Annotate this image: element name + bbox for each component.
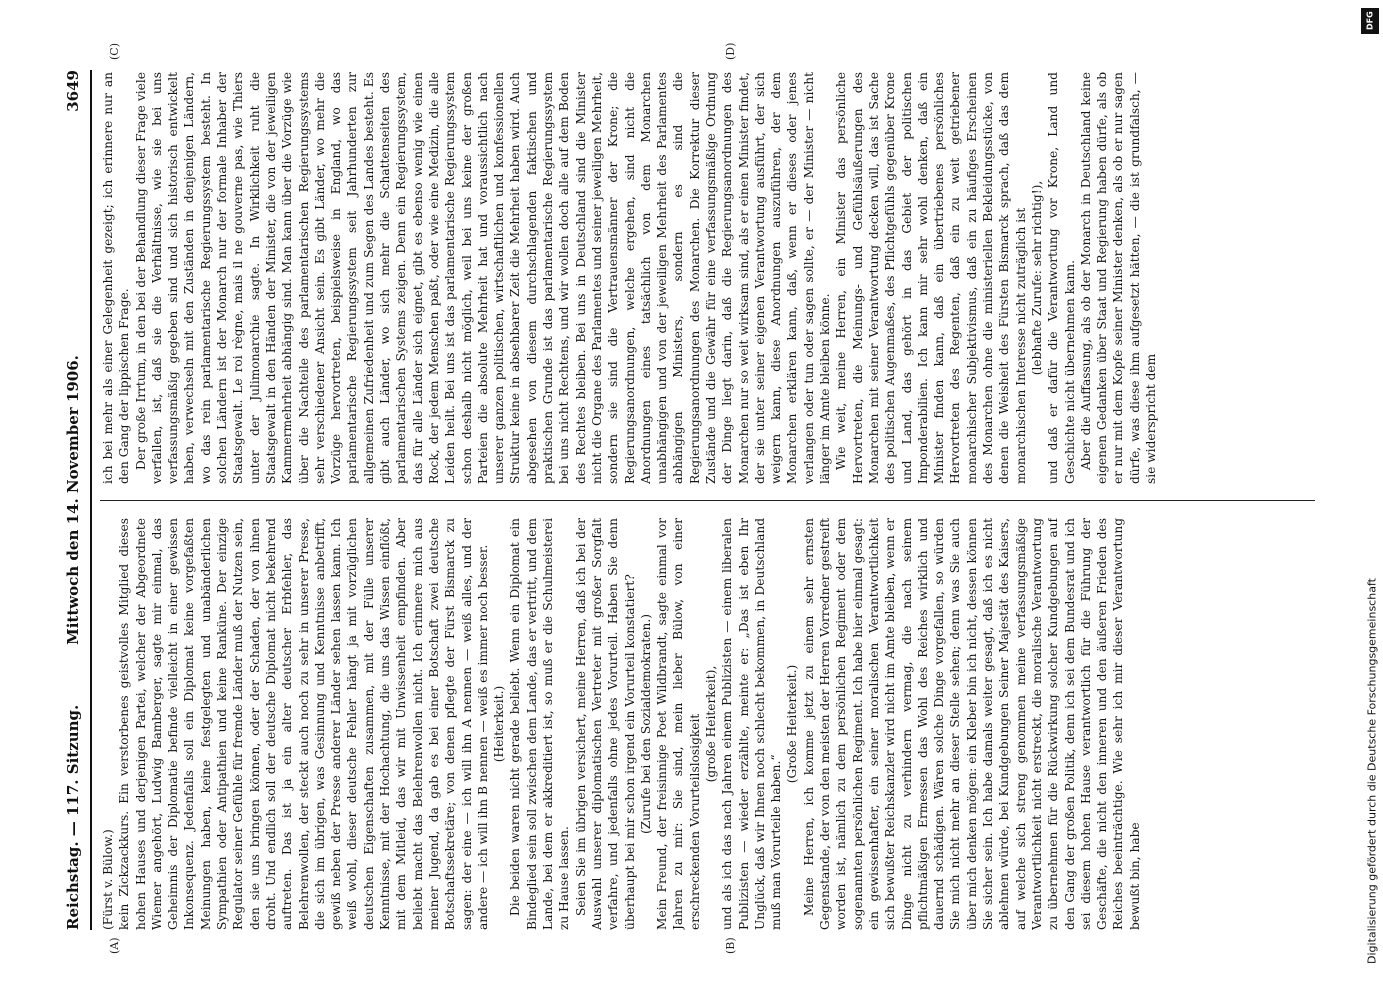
digitization-credit: Digitalisierung gefördert durch die Deutsche Forschungsgemeinschaft (1365, 578, 1379, 964)
paragraph: und als ich das nach Jahren einem Publizisten — einem liberalen Publizisten — wieder erzählte, meinte er: „Das ist eben Ihr Unglück, daß wir Ihnen noch schlecht bekommen, in Deutschland muß man Vorurteile haben.“ (720, 518, 784, 930)
column-divider (100, 500, 1315, 501)
page-header (64, 70, 86, 930)
left-text-column (100, 518, 1315, 930)
margin-mark-a: (A) (108, 937, 121, 954)
paragraph: Der große Irrtum, in den bei der Behandlung dieser Frage viele verfallen, ist, daß sie die Verhältnisse, wie sie bei uns verfassungsmäßig gegeben sind und sich historisch entwickelt haben, verwechseln mit den Zuständen in denjenigen Ländern, wo das rein parlamentarische Regierungssystem besteht. In solchen Ländern ist der Monarch nur der formale Inhaber der Staatsgewalt. Le roi règne, mais il ne gouverne pas, wie Thiers unter der Julimonarchie sagte. In Wirklichkeit ruht die Staatsgewalt in den Händen der Minister, die von der jeweiligen Kammermehrheit abhängig sind. Man kann über die Vorzüge wie über die Nachteile des parlamentarischen Regierungssystems sehr verschiedener Ansicht sein. Es gibt Länder, wo mehr die Vorzüge hervortreten, beispielsweise in England, wo das parlamentarische Regierungssystem seit Jahrhunderten zur allgemeinen Zufriedenheit und zum Segen des Landes besteht. Es gibt auch Länder, wo sich mehr die Schattenseiten des parlamentarischen Systems zeigen. Denn ein Regierungssystem, das für alle Länder sich eignet, gibt es ebenso wenig wie einen Rock, der jedem Menschen paßt, oder wie eine Medizin, die alle Leiden heilt. Bei uns ist das parlamentarische Regierungssystem schon deshalb nicht möglich, weil bei uns keine der großen Parteien die absolute Mehrheit hat und voraussichtlich nach unserer ganzen politischen, wirtschaftlichen und konfessionellen Struktur keine in absehbarer Zeit die Mehrheit haben wird. Auch abgesehen von diesem durchschlagenden faktischen und praktischen Grunde ist das parlamentarische Regierungssystem bei uns nicht Rechtens, und wir wollen doch alle auf dem Boden des Rechtes bleiben. Bei uns in Deutschland sind die Minister nicht die Organe des Parlamentes und seiner jeweiligen Mehrheit, sondern sie sind die Vertrauensmänner der Krone; die Regierungsanordnungen, welche ergehen, sind nicht die Anordnungen eines tatsächlich von dem Monarchen unabhängigen und von der jeweiligen Mehrheit des Parlamentes abhängigen Ministers, sondern es sind die Regierungsanordnungen des Monarchen. Die Korrektur dieser Zustände und die Gewähr für eine verfassungsmäßige Ordnung der Dinge liegt darin, daß die Regierungsanordnungen des Monarchen nur so weit wirksam sind, als er einen Minister findet, der sie unter seiner eigenen Verantwortung ausführt, der sich weigern kann, diese Anordnungen auszuführen, der dem Monarchen erklären kann, daß, wenn er dieses oder jenes verlangen oder tun oder sagen sollte, er — der Minister — nicht länger im Amte bleiben könne. (133, 72, 833, 484)
paragraph: (Große Heiterkeit.) (785, 664, 800, 784)
margin-mark-d: (D) (724, 42, 737, 60)
margin-mark-b: (B) (724, 937, 737, 954)
paragraph: Seien Sie im übrigen versichert, meine Herren, daß ich bei der Auswahl unserer diplomatischen Vertreter mit großer Sorgfalt verfahre, und jedenfalls ohne jedes Vorurteil. Haben Sie denn überhaupt bei mir schon irgend ein Vorurteil konstatiert? (573, 518, 637, 930)
paragraph: ich bei mehr als einer Gelegenheit gezeigt; ich erinnere nur an den Gang der lippischen Frage. (101, 72, 132, 484)
header-left: Reichstag. — 117. Sitzung. (64, 704, 82, 930)
digitization-sidebar (1355, 0, 1383, 1000)
paragraph: Meine Herren, ich komme jetzt zu einem sehr ernsten Gegenstande, der von den meisten der Herren Vorredner gestreift worden ist, nämlich zu dem persönlichen Regiment oder dem sogenannten persönlichen Regiment. Ich habe hier einmal gesagt: ein gewissenhafter, ein seiner moralischen Verantwortlichkeit sich bewußter Reichskanzler wird nicht im Amte bleiben, wenn er Dinge nicht zu verhindern vermag, die nach seinem pflichtmäßigen Ermessen das Wohl des Reiches wirklich und dauernd schädigen. Wären solche Dinge vorgefallen, so würden Sie mich nicht mehr an dieser Stelle sehen; denn was Sie auch über mich denken mögen: ein Kleber bin ich nicht, dessen können Sie sicher sein. Ich habe damals weiter gesagt, daß ich es nicht ablehnen würde, bei Kundgebungen Seiner Majestät des Kaisers, auf welche sich streng genommen meine verfassungsmäßige Verantwortlichkeit nicht erstreckt, die moralische Verantwortung zu übernehmen für die Rückwirkung solcher Kundgebungen auf den Gang der großen Politik, denn ich sei dem Bundesrat und ich sei diesem hohen Hause verantwortlich für die Führung der Geschäfte, die nicht den inneren und den äußeren Frieden des Reiches beeinträchtige. Wie sehr ich mir dieser Verantwortung bewußt bin, habe (801, 518, 1142, 930)
paragraph: (große Heiterkeit), (703, 665, 718, 783)
margin-mark-c: (C) (108, 43, 121, 60)
paragraph: Aber die Auffassung, als ob der Monarch in Deutschland keine eigenen Gedanken über Staat und Regierung haben dürfe, als ob er nur mit dem Kopfe seiner Minister denken, als ob er nur sagen dürfe, was diese ihm aufgesetzt hätten, — die ist grundfalsch, — sie widerspricht dem (1078, 72, 1158, 484)
paragraph: und daß er dafür die Verantwortung vor Krone, Land und Geschichte nicht übernehmen kann. (1046, 72, 1077, 484)
paragraph: (Zurufe bei den Sozialdemokraten.) (638, 614, 653, 835)
page-number: 3649 (64, 70, 82, 112)
paragraph: Wie weit, meine Herren, ein Minister das persönliche Hervortreten, die Meinungs- und Gefühlsäußerungen des Monarchen mit seiner Verantwortung decken will, das ist Sache des politischen Augenmaßes, des Pflichtgefühls gegenüber Krone und Land, das gehört in das Gebiet der politischen Imponderabilien. Ich kann mir sehr wohl denken, daß ein Minister finden kann, daß ein übertriebenes persönliches Hervortreten des Regenten, daß ein zu weit getriebener monarchischer Subjektivismus, daß ein zu häufiges Erscheinen des Monarchen ohne die ministeriellen Bekleidungsstücke, von denen die Weisheit des Fürsten Bismarck sprach, daß das dem monarchischen Interesse nicht zuträglich ist (834, 72, 1028, 484)
paragraph: (Fürst v. Bülow.) (101, 829, 115, 930)
paragraph: (Heiterkeit.) (492, 685, 507, 763)
right-text-column (100, 72, 1315, 484)
newspaper-page (64, 42, 1324, 954)
dfg-logo: DFG (1361, 8, 1379, 34)
paragraph: kein Zickzackkurs. Ein verstorbenes geistvolles Mitglied dieses hohen Hauses und derjenigen Partei, welcher der Abgeordnete Wiemer angehört, Ludwig Bamberger, sagte mir einmal, das Geheimnis der Diplomatie befinde vielleicht in einer gewissen Inkonsequenz. Jedenfalls soll ein Diplomat keine vorgefaßten Meinungen haben, keine festgelegten und unabänderlichen Sympathien oder Antipathien und keine Ranküne. Der einzige Regulator seiner Gefühle für fremde Länder muß der Nutzen sein, den sie uns bringen können, oder der Schaden, der von ihnen droht. Und endlich soll der deutsche Diplomat nicht bekehrend auftreten. Das ist ja ein alter deutscher Erbfehler, das Belehrenwollen, der steckt auch noch zu sehr in unserer Presse, die sich im übrigen, was Gesinnung und Kenntnisse anbetrifft, gewiß neben der Presse anderer Länder sehen lassen kann. Ich weiß wohl, dieser deutsche Fehler hängt ja mit vorzüglichen deutschen Eigenschaften zusammen, mit der Fülle unserer Kenntnisse, mit der Hochachtung, die uns das Wissen einflößt, mit dem Mitleid, das wir mit Unwissenheit empfinden. Aber beliebt macht das Belehrenwollen nicht. Ich erinnere mich aus meiner Jugend, da gab es bei einer Botschaft zwei deutsche Botschaftssekretäre; von denen pflegte der Fürst Bismarck zu sagen: der eine — ich will ihn A nennen — weiß alles, und der andere — ich will ihn B nennen — weiß es immer noch besser. (117, 518, 490, 930)
header-rule (90, 70, 92, 930)
paragraph: Die beiden waren nicht gerade beliebt. Wenn ein Diplomat ein Bindeglied sein soll zwischen dem Lande, das er vertritt, und dem Lande, bei dem er akkreditiert ist, so muß er die Schulmeisterei zu Hause lassen. (508, 518, 572, 930)
header-date: Mittwoch den 14. November 1906. (64, 355, 82, 645)
paragraph: (lebhafte Zurufe: sehr richtig!), (1029, 180, 1044, 376)
paragraph: Mein Freund, der freisinnige Poet Wildbrandt, sagte einmal vor Jahren zu mir: Sie sind, mein lieber Bülow, von einer erschreckenden Vorurteilslosigkeit (655, 518, 702, 930)
